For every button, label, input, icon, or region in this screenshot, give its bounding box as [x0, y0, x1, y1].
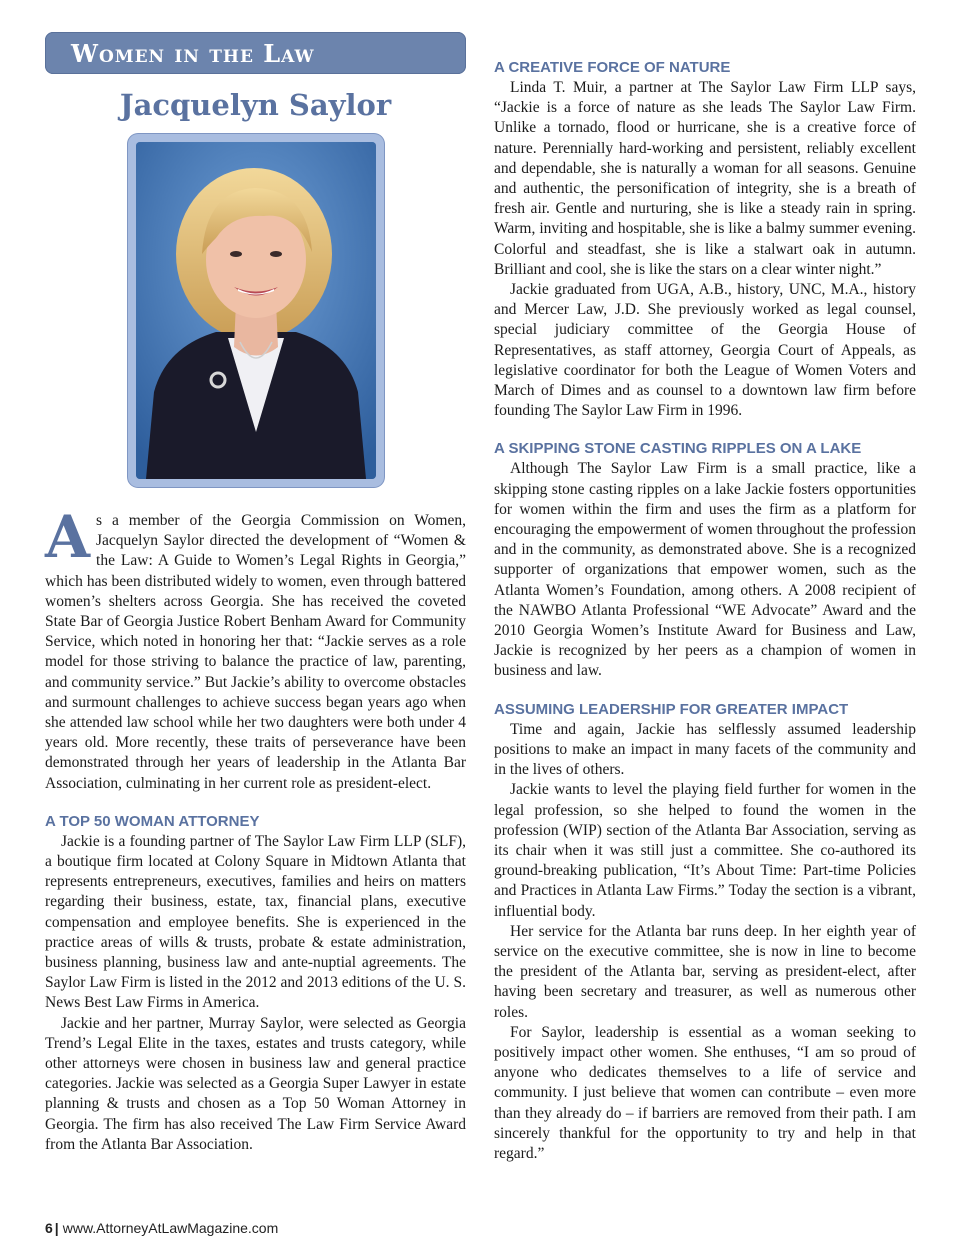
portrait-photo [136, 142, 376, 479]
footer-url[interactable]: www.AttorneyAtLawMagazine.com [62, 1220, 279, 1236]
left-column [45, 32, 466, 1155]
paragraph: Time and again, Jackie has selflessly assumed leadership positions to make an impact in many facets of the community and in the lives of others. [494, 720, 916, 779]
section-body-creative-force [494, 78, 916, 421]
intro-paragraph [45, 503, 466, 794]
paragraph: Jackie is a founding partner of The Saylor Law Firm LLP (SLF), a boutique firm located at Colony Square in Midtown Atlanta that represents entrepreneurs, executives, families and heirs on matters regarding their business, estate, tax, financial plans, executive compensation and employee benefits. She is experienced in the practice areas of wills & trusts, probate & estate administration, business planning, business law and ante-nuptial agreements. The Saylor Law Firm is listed in the 2012 and 2013 editions of the U. S. News Best Law Firms in America. [45, 832, 466, 1012]
paragraph: Although The Saylor Law Firm is a small practice, like a skipping stone casting ripples on a lake Jackie fosters opportunities for women within the firm and uses the firm as a platform for encouraging the empowerment of women throughout the profession and in the community, as demonstrated above. She is a recognized supporter of organizations that empower women, such as the Atlanta Women’s Foundation, among others. A 2008 recipient of the NAWBO Atlanta Professional “WE Advocate” Award and the 2010 Georgia Women’s Institute Award for Business and Law, Jackie is recognized by her peers as a champion of women in business and law. [494, 460, 916, 680]
section-body-skipping-stone [494, 459, 916, 681]
paragraph: Jackie graduated from UGA, A.B., history, UNC, M.A., history and Mercer Law, J.D. She previously worked as legal counsel, special judiciary committee of the Georgia House of Representatives, as staff attorney, Georgia Court of Appeals, as legislative coordinator for both the League of Women Voters and March of Dimes and as counsel to a downtown law firm before founding The Saylor Law Firm in 1996. [494, 281, 916, 420]
paragraph: For Saylor, leadership is essential as a woman seeking to positively impact other women. She enthuses, “I am so proud of anyone who dedicates themselves to a life of service and community. I just believe that women can contribute – even more than they already do – if barriers are removed from their path. I am sincerely thankful for the opportunity to try and help in that regard.” [494, 1023, 916, 1162]
section-heading-top-50: A TOP 50 WOMAN ATTORNEY [45, 812, 260, 830]
paragraph: Jackie wants to level the playing field further for women in the legal profession, so she helped to found the women in the profession (WIP) section of the Atlanta Bar Association, serving as its chair when it was still just a committee. She co-authored its ground-breaking publication, “It’s About Time: Part-time Policies and Practices in Atlanta Law Firms.” Today the section is a vibrant, influential body. [494, 781, 916, 920]
section-body-leadership [494, 720, 916, 1164]
paragraph: Linda T. Muir, a partner at The Saylor Law Firm LLP says, “Jackie is a force of nature as she leads The Saylor Law Firm. Unlike a tornado, flood or hurricane, she is a creative force of nature. Perennially hard-working and persistent, reliably excellent and dependable, she is naturally a woman for all seasons. Genuine and authentic, the personification of integrity, she is a breath of fresh air. Gentle and nurturing, she is like a steady rain in spring. Warm, inviting and hospitable, she is like a balmy summer evening. Colorful and steadfast, she is like a stalwart oak in autumn. Brilliant and cool, she is like the stars on a clear winter night.” [494, 79, 916, 278]
portrait-frame [128, 134, 384, 487]
drop-cap: A [45, 503, 91, 571]
paragraph: Jackie and her partner, Murray Saylor, were selected as Georgia Trend’s Legal Elite in the taxes, estates and trusts category, while other attorneys were chosen in business law and general practice categories. Jackie was selected as a Georgia Super Lawyer in estate planning & trusts and chosen as a Top 50 Woman Attorney in Georgia. The firm has also received The Law Firm Service Award from the Atlanta Bar Association. [45, 1014, 466, 1153]
page-number: 6 [45, 1220, 53, 1236]
footer-separator: | [54, 1220, 59, 1236]
section-heading-creative-force: A CREATIVE FORCE OF NATURE [494, 59, 731, 76]
lead-text: s a member of the Georgia Commission on Women, Jacquelyn Saylor directed the development of “Women & the Law: A Guide to Women’s Legal Rights in Georgia,” which has been distributed widely to women, even through battered women’s shelters across Georgia. She has received the coveted State Bar of Georgia Justice Robert Benham Award for Community Service, which noted in honoring her that: “Jackie serves as a role model for those striving to balance the practice of law, parenting, and community service.” But Jackie’s ability to overcome obstacles and surmount challenges to achieve success began years ago when she attended law school while her two daughters were both under 4 years old. More recently, these traits of perseverance have been demonstrated through her years of leadership in the Atlanta Bar Association, culminating in her current role as president-elect. [45, 512, 466, 792]
right-column [494, 58, 916, 1164]
page-footer [45, 1220, 278, 1236]
paragraph: Her service for the Atlanta bar runs deep. In her eighth year of service on the executive committee, she is now in line to become the president of the Atlanta bar, serving as president-elect, after having been secretary and treasurer, as well as numerous other roles. [494, 922, 916, 1021]
profile-name: Jacquelyn Saylor [119, 88, 392, 122]
section-heading-leadership: ASSUMING LEADERSHIP FOR GREATER IMPACT [494, 700, 849, 718]
lead-paragraph [45, 503, 466, 794]
section-banner [45, 32, 466, 74]
section-heading-skipping-stone: A SKIPPING STONE CASTING RIPPLES ON A LAKE [494, 440, 862, 458]
section-body-top-50 [45, 832, 466, 1155]
banner-title: Women in the Law [71, 38, 315, 68]
